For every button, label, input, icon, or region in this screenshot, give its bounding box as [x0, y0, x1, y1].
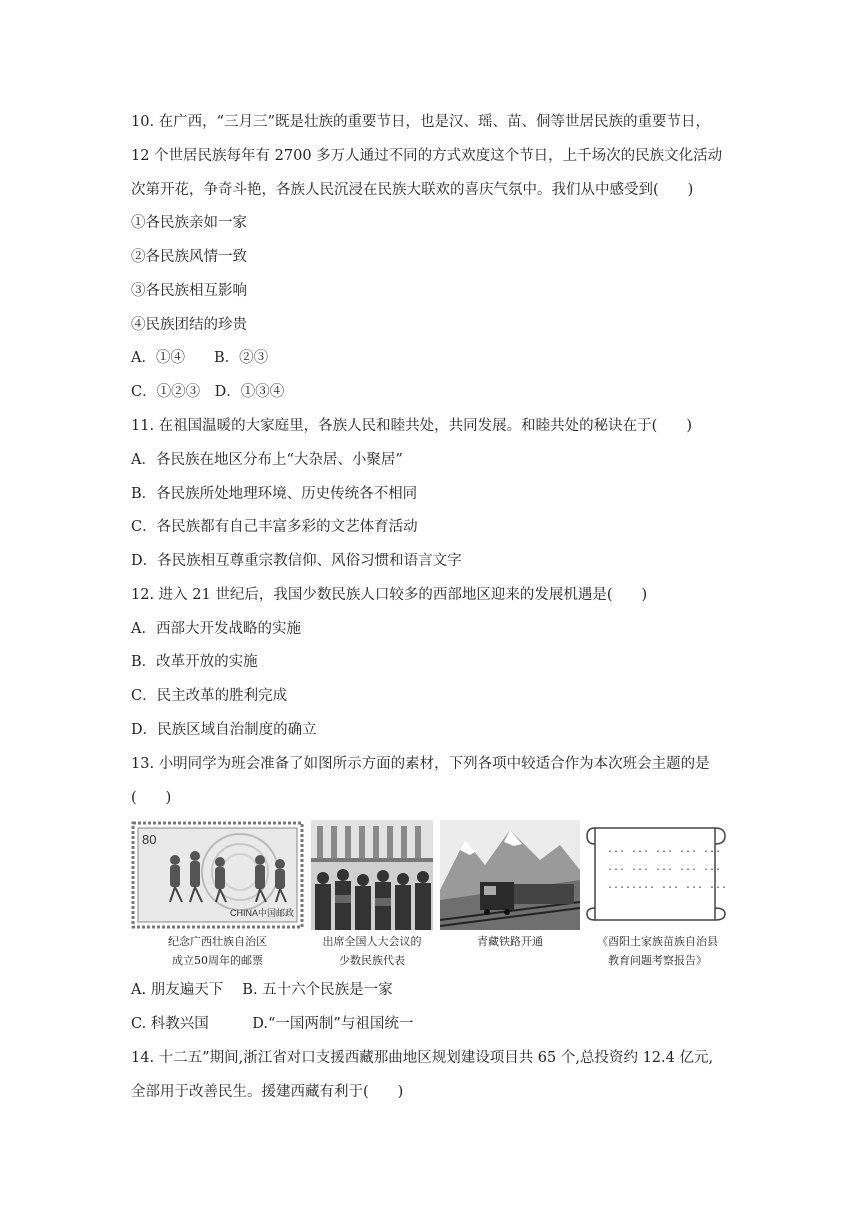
q10-item-2: ②各民族风情一致: [131, 249, 247, 265]
q13-figure-1-caption-line-1: 纪念广西壮族自治区: [168, 935, 267, 948]
q14-stem-line-2: 全部用于改善民生。援建西藏有利于( ): [131, 1084, 404, 1100]
q10-stem-line-2: 12 个世居民族每年有 2700 多万人通过不同的方式欢度这个节日，上千场次的民族文化活动: [131, 148, 723, 164]
q10-stem-line-3: 次第开花，争奇斗艳，各族人民沉浸在民族大联欢的喜庆气氛中。我们从中感受到( ): [131, 182, 694, 198]
q10-item-1: ①各民族亲如一家: [131, 215, 247, 231]
q13-figure-4-caption-line-1: 《酉阳土家族苗族自治县: [597, 935, 718, 948]
q12-option-b: B．改革开放的实施: [131, 654, 258, 670]
stamp-country-text: CHINA中国邮政: [230, 908, 295, 918]
q10-options-ab: A．①④ B．②③: [131, 350, 269, 366]
scroll-drawing: [585, 820, 730, 930]
q10-item-3: ③各民族相互影响: [131, 283, 247, 299]
stamp-value: 80: [142, 832, 157, 847]
q14-stem-line-1: 14. 十二五”期间,浙江省对口支援西藏那曲地区规划建设项目共 65 个,总投资约 12.4 亿元,: [131, 1050, 714, 1066]
q12-option-d: D．民族区域自治制度的确立: [131, 722, 317, 738]
delegates-photo: [311, 820, 433, 930]
stamp-image: [130, 820, 305, 930]
q13-figure-4-caption-line-2: 教育问题考察报告》: [608, 954, 707, 967]
q12-option-a: A．西部大开发战略的实施: [131, 621, 301, 637]
q10-stem-line-1: 10. 在广西，“三月三”既是壮族的重要节日，也是汉、瑶、苗、侗等世居民族的重要节日，: [131, 114, 710, 130]
q13-figure-1-caption-line-2: 成立50周年的邮票: [172, 954, 263, 967]
q11-option-b: B．各民族所处地理环境、历史传统各不相同: [131, 486, 418, 502]
q10-options-cd: C．①②③ D．①③④: [131, 384, 285, 400]
q13-figure-3-caption: 青藏铁路开通: [477, 935, 543, 948]
railway-photo: [440, 820, 580, 930]
q10-item-4: ④民族团结的珍贵: [131, 317, 247, 333]
scroll-line-2: ... ... ... ... ...: [607, 863, 722, 874]
q13-options-cd: C. 科教兴国 D.“一国两制”与祖国统一: [131, 1016, 414, 1032]
q11-option-d: D．各民族相互尊重宗教信仰、风俗习惯和语言文字: [131, 553, 462, 569]
q12-option-c: C．民主改革的胜利完成: [131, 688, 288, 704]
q13-options-ab: A. 朋友遍天下 B. 五十六个民族是一家: [131, 982, 393, 998]
q13-stem-line-2: ( ): [131, 790, 172, 806]
q11-stem: 11. 在祖国温暖的大家庭里，各族人民和睦共处，共同发展。和睦共处的秘诀在于( ): [131, 418, 692, 434]
q12-stem: 12. 进入 21 世纪后，我国少数民族人口较多的西部地区迎来的发展机遇是( ): [131, 587, 648, 603]
q13-stem-line-1: 13. 小明同学为班会准备了如图所示方面的素材，下列各项中较适合作为本次班会主题的是: [131, 756, 710, 772]
q13-figure-2-caption-line-1: 出席全国人大会议的: [322, 935, 422, 948]
q13-figure-strip: [130, 820, 730, 970]
scroll-line-3: ........ ... ... ...: [607, 881, 728, 892]
q11-option-c: C．各民族都有自己丰富多彩的文艺体育活动: [131, 519, 418, 535]
q13-figure-2-caption-line-2: 少数民族代表: [339, 954, 405, 967]
scroll-line-1: ... ... ... ... ...: [607, 845, 722, 856]
q11-option-a: A．各民族在地区分布上“大杂居、小聚居”: [131, 452, 403, 468]
